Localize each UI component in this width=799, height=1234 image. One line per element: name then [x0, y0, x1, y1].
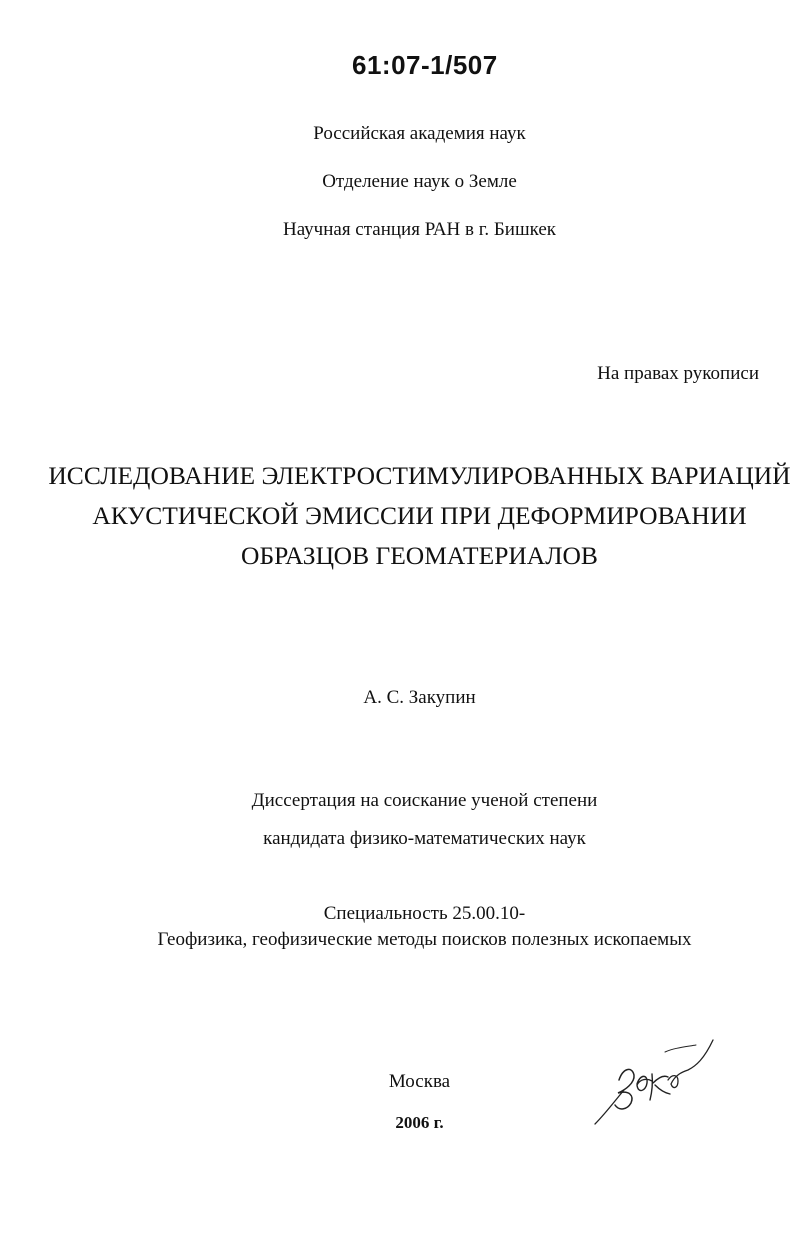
title-line-3: ОБРАЗЦОВ ГЕОМАТЕРИАЛОВ [241, 541, 598, 570]
handwritten-signature [580, 1032, 720, 1132]
organization-line-3: Научная станция РАН в г. Бишкек [282, 219, 557, 240]
title-line-1: ИССЛЕДОВАНИЕ ЭЛЕКТРОСТИМУЛИРОВАННЫХ ВАРИАЦИЙ [48, 461, 791, 490]
specialty-block [25, 901, 799, 953]
organization-line-2: Отделение наук о Земле [322, 171, 517, 192]
dissertation-title [20, 456, 799, 576]
publication-year: 2006 г. [395, 1113, 444, 1132]
thesis-description [25, 782, 799, 858]
organization-line-1: Российская академия наук [313, 123, 526, 144]
publication-city: Москва [388, 1071, 451, 1092]
thesis-line-2: кандидата физико-математических наук [263, 828, 586, 849]
specialty-line-1: Специальность 25.00.10- [323, 903, 526, 924]
thesis-line-1: Диссертация на соискание ученой степени [251, 790, 598, 811]
author-name: А. С. Закупин [363, 687, 476, 708]
specialty-line-2: Геофизика, геофизические методы поисков полезных ископаемых [157, 929, 692, 950]
manuscript-rights-note: На правах рукописи [597, 363, 759, 384]
title-line-2: АКУСТИЧЕСКОЙ ЭМИССИИ ПРИ ДЕФОРМИРОВАНИИ [92, 501, 747, 530]
document-code: 61:07-1/507 [352, 50, 498, 80]
